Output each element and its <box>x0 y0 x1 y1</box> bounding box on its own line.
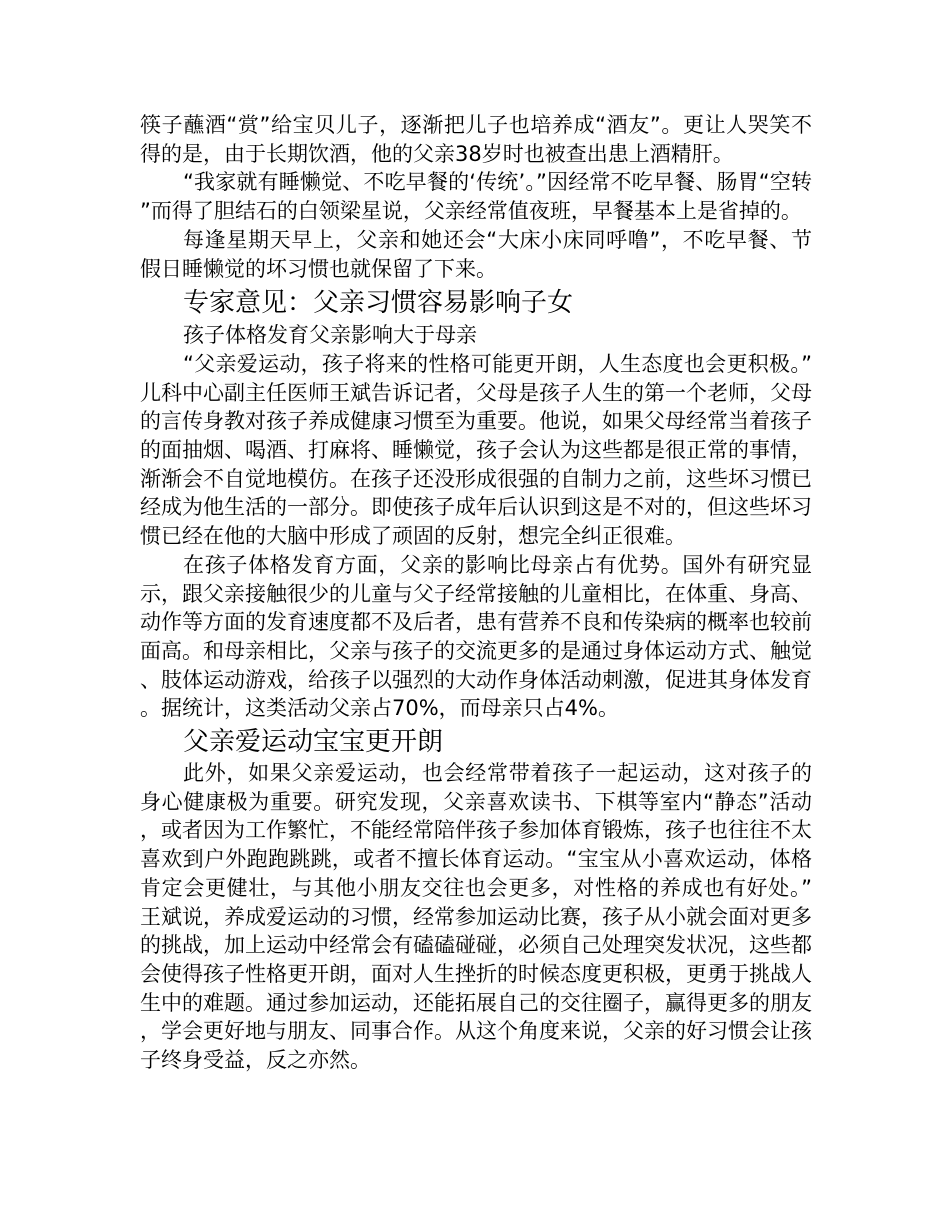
paragraph-drinking: 筷子蘸酒“赏”给宝贝儿子，逐渐把儿子也培养成“酒友”。更让人哭笑不得的是，由于长期饮酒，他的父亲38岁时也被查出患上酒精肝。 <box>140 113 812 166</box>
section-heading-expert-opinion: 专家意见：父亲习惯容易影响子女 <box>183 288 574 319</box>
paragraph-doctor-quote: “父亲爱运动，孩子将来的性格可能更开朗，人生态度也会更积极。”儿科中心副主任医师王斌告诉记者，父母是孩子人生的第一个老师，父母的言传身教对孩子养成健康习惯至为重要。他说，如果父母经常当着孩子的面抽烟、喝酒、打麻将、睡懒觉，孩子会认为这些都是很正常的事情，渐渐会不自觉地模仿。在孩子还没形成很强的自制力之前，这些坏习惯已经成为他生活的一部分。即使孩子成年后认识到这是不对的，但这些坏习惯已经在他的大脑中形成了顽固的反射，想完全纠正很难。 <box>140 351 812 549</box>
document-page <box>140 111 812 1075</box>
paragraph-sports-benefits: 此外，如果父亲爱运动，也会经常带着孩子一起运动，这对孩子的身心健康极为重要。研究发现，父亲喜欢读书、下棋等室内“静态”活动，或者因为工作繁忙，不能经常陪伴孩子参加体育锻炼，孩子也往往不太喜欢到户外跑跑跳跳，或者不擅长体育运动。“宝宝从小喜欢运动，体格肯定会更健壮，与其他小朋友交往也会更多，对性格的养成也有好处。”王斌说，养成爱运动的习惯，经常参加运动比赛，孩子从小就会面对更多的挑战，加上运动中经常会有磕磕碰碰，必须自己处理突发状况，这些都会使得孩子性格更开朗，面对人生挫折的时候态度更积极，更勇于挑战人生中的难题。通过参加运动，还能拓展自己的交往圈子，赢得更多的朋友，学会更好地与朋友、同事合作。从这个角度来说，父亲的好习惯会让孩子终身受益，反之亦然。 <box>140 761 812 1073</box>
section-heading-sports: 父亲爱运动宝宝更开朗 <box>183 727 444 758</box>
paragraph-sunday-sleep: 每逢星期天早上，父亲和她还会“大床小床同呼噜”，不吃早餐、节假日睡懒觉的坏习惯也就保留了下来。 <box>140 227 812 281</box>
paragraph-father-advantage: 在孩子体格发育方面，父亲的影响比母亲占有优势。国外有研究显示，跟父亲接触很少的儿童与父子经常接触的儿童相比，在体重、身高、动作等方面的发育速度都不及后者，患有营养不良和传染病的概率也较前面高。和母亲相比，父亲与孩子的交流更多的是通过身体运动方式、触觉、肢体运动游戏，给孩子以强烈的大动作身体活动刺激，促进其身体发育。据统计，这类活动父亲占70%，而母亲只占4%。 <box>140 552 812 721</box>
paragraph-breakfast-tradition: “我家就有睡懒觉、不吃早餐的‘传统’。”因经常不吃早餐、肠胃“空转”而得了胆结石的白领梁星说，父亲经常值夜班，早餐基本上是省掉的。 <box>140 170 812 224</box>
subheading-physical-development: 孩子体格发育父亲影响大于母亲 <box>183 323 477 348</box>
